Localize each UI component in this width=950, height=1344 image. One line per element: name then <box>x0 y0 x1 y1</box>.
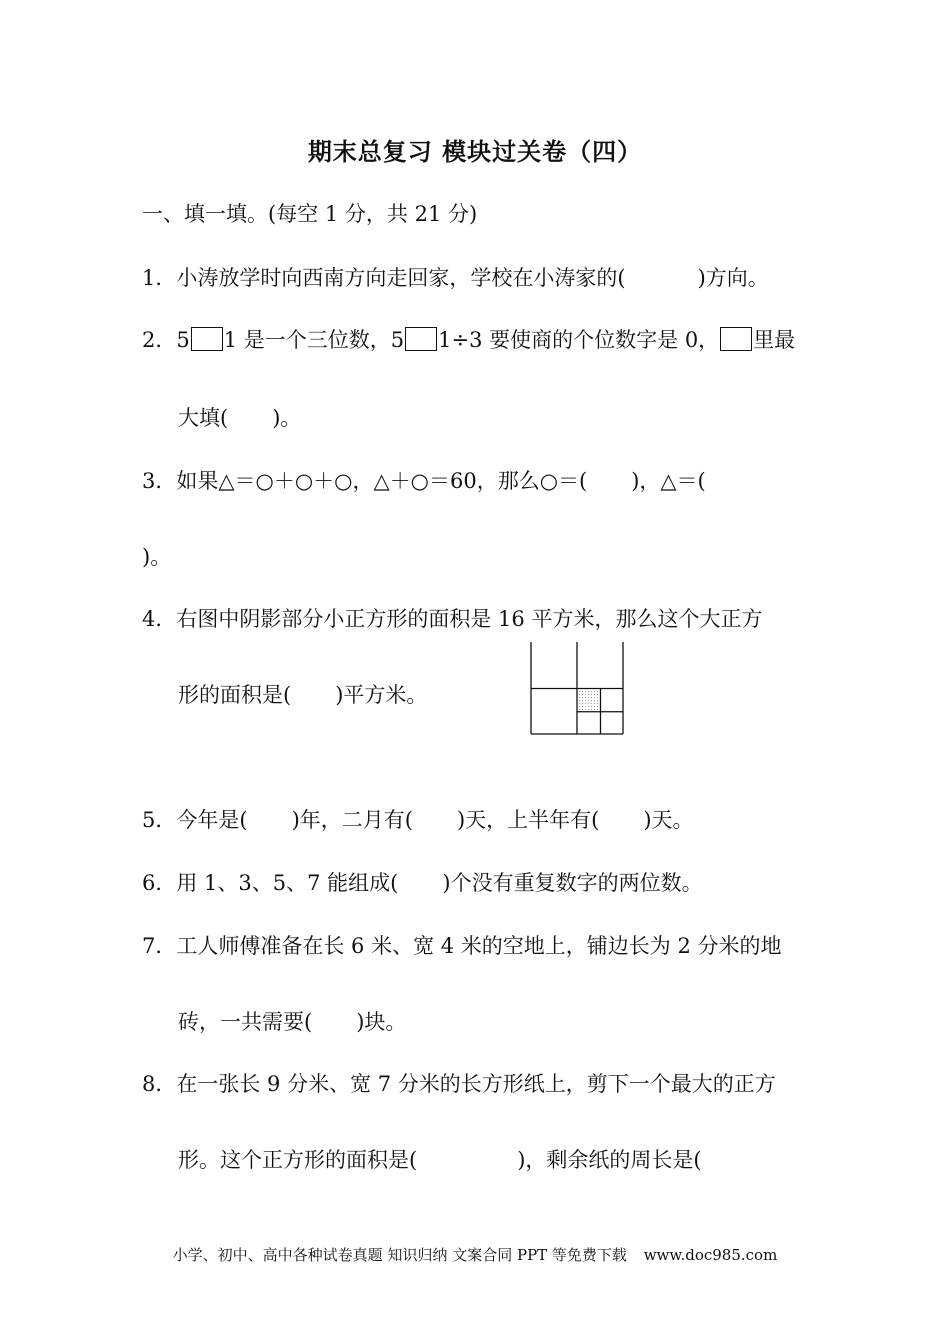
question-2 <box>142 326 795 354</box>
footer-url[interactable]: www.doc985.com <box>643 1246 778 1264</box>
page-title: 期末总复习 模块过关卷（四） <box>307 138 643 166</box>
question-4 <box>142 605 762 633</box>
question-8 <box>142 1070 776 1098</box>
footer-text: 小学、初中、高中各种试卷真题 知识归纳 文案合同 PPT 等免费下载 <box>172 1246 627 1264</box>
digit-box <box>191 327 223 351</box>
question-3-line2: )。 <box>142 545 172 569</box>
question-number: 2． <box>142 328 177 352</box>
question-4-line2 <box>178 681 427 709</box>
question-7 <box>142 932 782 960</box>
shaded-small-square <box>577 689 601 712</box>
question-8-line2 <box>178 1146 702 1174</box>
question-text: 今年是( <box>176 808 248 832</box>
question-text: 形的面积是( <box>178 683 292 707</box>
question-text: 1÷3 要使商的个位数字是 0， <box>438 328 720 352</box>
question-7-line2 <box>178 1008 406 1036</box>
square-grid-figure <box>530 642 624 735</box>
question-number: 8． <box>142 1072 177 1096</box>
question-text: )天，上半年有( <box>456 808 600 832</box>
question-number: 5． <box>142 808 177 832</box>
question-text: )。 <box>272 406 302 430</box>
question-3 <box>142 467 706 495</box>
question-text: 砖，一共需要( <box>178 1010 313 1034</box>
question-number: 4． <box>142 607 177 631</box>
question-text: 大填( <box>178 406 229 430</box>
question-text: 右图中阴影部分小正方形的面积是 16 平方米，那么这个大正方 <box>176 607 763 631</box>
question-text: 5 <box>176 328 190 352</box>
question-text: 用 1、3、5、7 能组成( <box>176 871 399 895</box>
question-text: 里最 <box>753 328 796 352</box>
digit-box <box>405 327 437 351</box>
question-2-line2 <box>178 404 301 432</box>
question-text: 1 是一个三位数，5 <box>223 328 405 352</box>
question-number: 6． <box>142 871 177 895</box>
question-text: )方向。 <box>697 266 769 290</box>
question-text: 小涛放学时向西南方向走回家，学校在小涛家的( <box>176 266 626 290</box>
question-number: 7． <box>142 934 177 958</box>
question-text: )块。 <box>356 1010 407 1034</box>
question-6 <box>142 869 703 897</box>
question-1 <box>142 264 769 292</box>
question-text: )，剩余纸的周长是( <box>517 1148 702 1172</box>
question-number: 3． <box>142 469 177 493</box>
section-heading: 一、填一填。(每空 1 分，共 21 分) <box>142 202 478 226</box>
question-text: )天。 <box>643 808 694 832</box>
grid-lines <box>531 642 623 734</box>
question-text: )，△＝( <box>631 469 706 493</box>
digit-box <box>720 327 752 351</box>
question-text: 如果△＝○＋○＋○，△＋○＝60，那么○＝( <box>176 469 588 493</box>
question-number: 1． <box>142 266 177 290</box>
question-text: )平方米。 <box>335 683 428 707</box>
question-5 <box>142 806 694 834</box>
question-text: 工人师傅准备在长 6 米、宽 4 米的空地上，铺边长为 2 分米的地 <box>176 934 782 958</box>
page-footer <box>0 1244 950 1265</box>
question-text: )年，二月有( <box>291 808 413 832</box>
question-text: 形。这个正方形的面积是( <box>178 1148 418 1172</box>
question-text: 在一张长 9 分米、宽 7 分米的长方形纸上，剪下一个最大的正方 <box>176 1072 776 1096</box>
question-text: )个没有重复数字的两位数。 <box>442 871 703 895</box>
